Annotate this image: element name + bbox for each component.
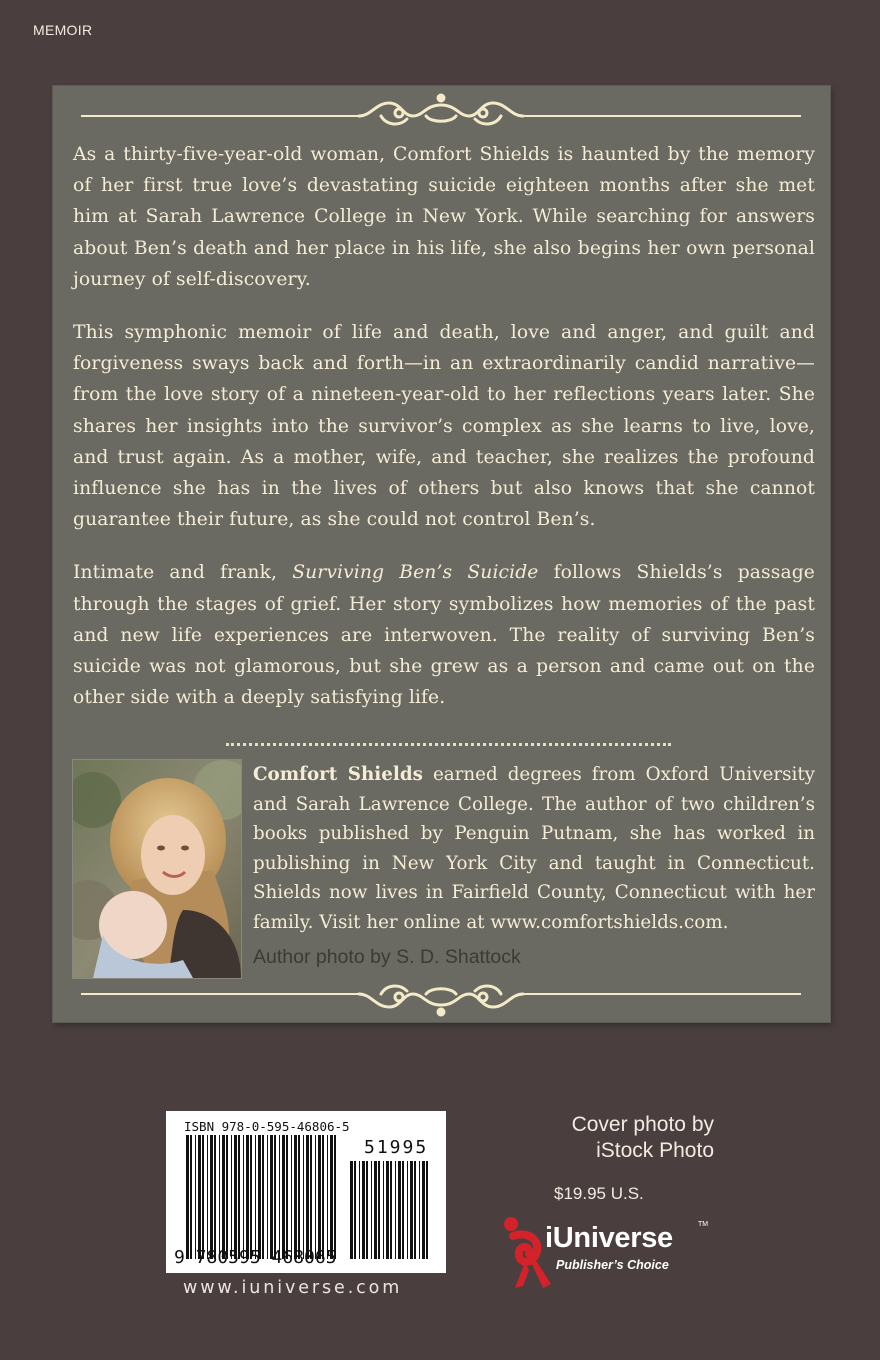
trademark: TM — [698, 1221, 709, 1228]
barcode-bar — [414, 1161, 416, 1259]
barcode-bar — [395, 1161, 396, 1259]
publisher-tagline: Publisher’s Choice — [556, 1258, 669, 1272]
author-bio — [253, 760, 815, 938]
author-photo — [72, 759, 242, 979]
barcode-bar — [426, 1161, 428, 1259]
blurb-paragraph — [73, 557, 815, 713]
barcode-bar — [214, 1135, 216, 1259]
barcode-bar — [315, 1135, 316, 1259]
book-title: Surviving Ben’s Suicide — [292, 562, 539, 584]
publisher-name: iUniverse — [545, 1222, 673, 1254]
barcode-bar — [190, 1135, 192, 1259]
blurb-paragraph: This symphonic memoir of life and death, love and anger, and guilt and forgiveness sways back and forth—in an extraordinarily candid narrative—from the love story of a nineteen-year-old to her reflections years later. She shares her insights into the survivor’s complex as she learns to live, love, and trust again. As a mother, wife, and teacher, she realizes the profound influence she has in the lives of others but also knows that she cannot guarantee their future, as she could not control Ben’s. — [73, 322, 815, 531]
barcode-bar — [219, 1135, 220, 1259]
barcode-bar — [270, 1135, 273, 1259]
barcode-bar — [402, 1161, 404, 1259]
barcode-bar — [318, 1135, 321, 1259]
barcode-bar — [310, 1135, 312, 1259]
barcode-bar — [267, 1135, 268, 1259]
isbn-label: ISBN 978-0-595-46806-5 — [184, 1119, 350, 1134]
barcode-bar — [202, 1135, 204, 1259]
barcode-bar — [390, 1161, 392, 1259]
barcode-bar — [255, 1135, 256, 1259]
description-panel — [53, 86, 830, 1022]
barcode-bar — [222, 1135, 225, 1259]
barcode-bar — [410, 1161, 413, 1259]
barcode-bar — [359, 1161, 360, 1259]
barcode-bar — [210, 1135, 213, 1259]
barcode-bar — [279, 1135, 280, 1259]
blurb-paragraph: As a thirty-five-year-old woman, Comfort Shields is haunted by the memory of her first true love’s devastating suicide eighteen months after she met him at Sarah Lawrence College in New York. While searching for answers about Ben’s death and her place in his life, she also begins her own personal journey of self-discovery. — [73, 144, 815, 290]
barcode-bar — [362, 1161, 365, 1259]
barcode-bar — [398, 1161, 401, 1259]
author-bio-text: earned degrees from Oxford University and Sarah Lawrence College. The author of two children’s books published by Penguin Putnam, she has worked in publishing in New York City and taught in Connecticut. Shields now lives in Fairfield County, Connecticut with her family. Visit her online at www.comfortshields.com. — [253, 764, 815, 933]
barcode-bar — [243, 1135, 244, 1259]
barcode-bar — [330, 1135, 333, 1259]
barcode-bar — [258, 1135, 261, 1259]
barcode-bar — [350, 1161, 353, 1259]
barcode-bar — [322, 1135, 324, 1259]
scroll-ornament-icon — [81, 986, 801, 1015]
barcode-bar — [334, 1135, 336, 1259]
barcode-bar — [422, 1161, 425, 1259]
barcode-bar — [383, 1161, 384, 1259]
bottom-ornament — [81, 972, 801, 1018]
barcode-bar — [386, 1161, 389, 1259]
barcode-bar — [298, 1135, 300, 1259]
barcode-bar — [306, 1135, 309, 1259]
barcode-bar — [371, 1161, 372, 1259]
barcode-bar — [282, 1135, 285, 1259]
barcode-bar — [231, 1135, 232, 1259]
genre-label: MEMOIR — [33, 22, 93, 38]
isbn-barcode — [166, 1111, 446, 1273]
barcode-bar — [186, 1135, 189, 1259]
blurb — [73, 139, 815, 713]
scroll-ornament-icon — [81, 95, 801, 124]
cover-credit-line: iStock Photo — [596, 1139, 714, 1162]
blurb-text: follows Shields’s passage through the stages of grief. Her story symbolizes how memories of the past and new life experiences are interwoven. The reality of surviving Ben’s suicide was not glamorous, but she grew as a person and came out on the other side with a deeply satisfying life. — [73, 562, 815, 709]
publisher-logo — [499, 1212, 729, 1292]
barcode-bar — [366, 1161, 368, 1259]
barcode-bar — [198, 1135, 201, 1259]
barcode-bar — [238, 1135, 240, 1259]
barcode-bar — [286, 1135, 288, 1259]
isbn-digits: 9 780595 468065 — [174, 1247, 337, 1268]
publisher-url: www.iuniverse.com — [183, 1278, 403, 1298]
cover-credit-line: Cover photo by — [571, 1113, 714, 1136]
barcode-bar — [274, 1135, 276, 1259]
barcode-bar — [419, 1161, 420, 1259]
dotted-divider — [226, 743, 671, 746]
barcode-bar — [207, 1135, 208, 1259]
barcode-bar — [374, 1161, 377, 1259]
blurb-text: Intimate and frank, — [73, 562, 293, 584]
barcode-bar — [246, 1135, 249, 1259]
author-name: Comfort Shields — [253, 764, 423, 785]
barcode-bar — [195, 1135, 196, 1259]
barcode-bar — [354, 1161, 356, 1259]
price: $19.95 U.S. — [554, 1184, 644, 1203]
barcode-bar — [226, 1135, 228, 1259]
barcode-bar — [303, 1135, 304, 1259]
barcode-bar — [262, 1135, 264, 1259]
cover-photo-credit — [560, 1112, 714, 1164]
barcode-bar — [327, 1135, 328, 1259]
barcode-bar — [378, 1161, 380, 1259]
price-code: 51995 — [364, 1137, 429, 1158]
barcode-bar — [291, 1135, 292, 1259]
barcode-bar — [407, 1161, 408, 1259]
barcode-bar — [294, 1135, 297, 1259]
top-ornament — [81, 89, 801, 135]
barcode-bar — [234, 1135, 237, 1259]
photo-credit: Author photo by S. D. Shattock — [253, 946, 521, 968]
barcode-bar — [250, 1135, 252, 1259]
